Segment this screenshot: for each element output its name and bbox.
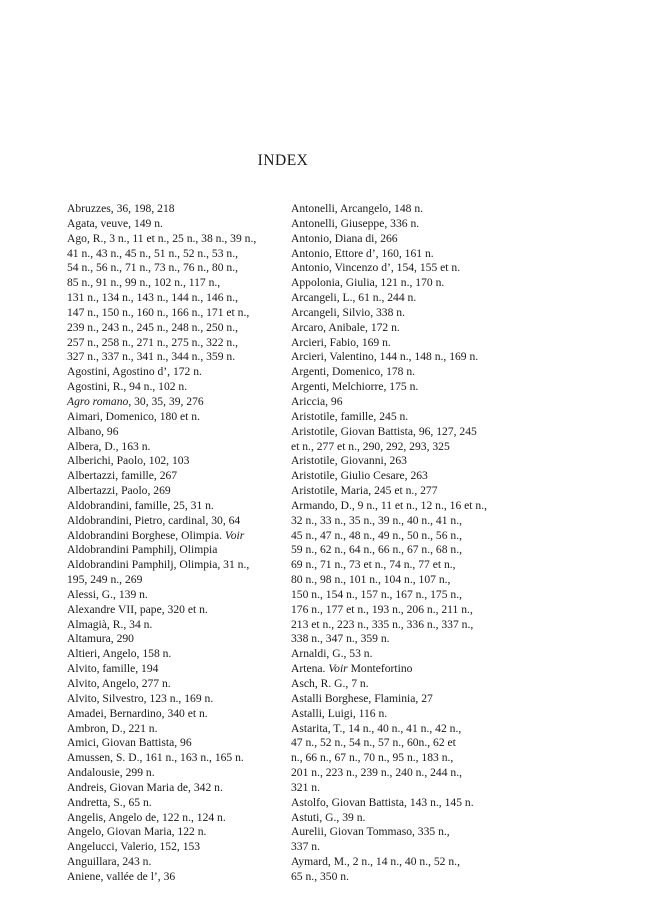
index-entry	[67, 395, 279, 410]
index-entry-line: Artena. Voir Montefortino	[291, 662, 413, 676]
index-entry-line: Amadei, Bernardino, 340 et n.	[67, 706, 208, 720]
index-entry-line: 65 n., 350 n.	[291, 869, 349, 883]
index-entry-line: Andalousie, 299 n.	[67, 766, 155, 780]
index-entry	[67, 380, 279, 395]
index-entry	[67, 677, 279, 692]
index-entry-line: 47 n., 52 n., 54 n., 57 n., 60n., 62 et	[291, 736, 456, 750]
index-entry	[291, 232, 502, 247]
index-entry-line: Aldobrandini Borghese, Olimpia. Voir	[67, 528, 245, 542]
index-entry-line: Antonio, Vincenzo d’, 154, 155 et n.	[291, 261, 461, 275]
index-entry	[291, 336, 502, 351]
index-entry-line: Abruzzes, 36, 198, 218	[67, 202, 175, 215]
index-entry-line: Aristotile, Giovan Battista, 96, 127, 245	[291, 424, 477, 438]
index-entry	[291, 469, 502, 484]
index-entry	[291, 811, 502, 826]
index-entry-line: Ago, R., 3 n., 11 et n., 25 n., 38 n., 39 n.,	[67, 231, 257, 245]
index-entry-line: 54 n., 56 n., 71 n., 73 n., 76 n., 80 n.,	[67, 261, 239, 275]
index-entry	[291, 261, 502, 276]
index-entry	[67, 751, 279, 766]
index-entry-line: 69 n., 71 n., 73 et n., 74 n., 77 et n.,	[291, 558, 456, 572]
index-entry	[291, 499, 502, 647]
index-entry-line: 213 et n., 223 n., 335 n., 336 n., 337 n.,	[291, 617, 474, 631]
index-entry	[67, 514, 279, 529]
index-entry	[67, 588, 279, 603]
index-entry-line: Alvito, Angelo, 277 n.	[67, 677, 171, 690]
index-entry	[67, 796, 279, 811]
index-entry-line: Albera, D., 163 n.	[67, 439, 151, 453]
index-entry-line: Almagià, R., 34 n.	[67, 617, 153, 631]
index-entry	[291, 276, 502, 291]
index-entry-line: Amussen, S. D., 161 n., 163 n., 165 n.	[67, 751, 244, 765]
index-entry	[291, 454, 502, 469]
index-entry-line: Alexandre VII, pape, 320 et n.	[67, 602, 208, 616]
index-entry-line: 195, 249 n., 269	[67, 573, 143, 587]
index-entry	[67, 692, 279, 707]
index-entry	[67, 603, 279, 618]
index-entry	[67, 217, 279, 232]
index-entry	[67, 722, 279, 737]
index-entry-line: Astuti, G., 39 n.	[291, 810, 366, 824]
index-entry-line: 201 n., 223 n., 239 n., 240 n., 244 n.,	[291, 766, 463, 780]
index-entry	[67, 440, 279, 455]
index-entry-line: Aristotile, Giulio Cesare, 263	[291, 469, 428, 483]
index-entry-line: Andreis, Giovan Maria de, 342 n.	[67, 780, 223, 794]
index-entry-line: Anguillara, 243 n.	[67, 855, 152, 869]
index-entry	[291, 855, 502, 885]
index-entry-line: 338 n., 347 n., 359 n.	[291, 632, 390, 646]
index-entry	[291, 662, 502, 677]
index-entry	[67, 647, 279, 662]
index-entry	[291, 321, 502, 336]
index-entry	[291, 825, 502, 855]
index-entry-line: 321 n.	[291, 780, 320, 794]
index-entry-line: Appolonia, Giulia, 121 n., 170 n.	[291, 276, 445, 290]
index-entry-line: Angelo, Giovan Maria, 122 n.	[67, 825, 207, 839]
index-entry	[67, 232, 279, 366]
index-entry-line: 257 n., 258 n., 271 n., 275 n., 322 n.,	[67, 335, 239, 349]
index-entry	[67, 840, 279, 855]
index-entry-line: Agostini, Agostino d’, 172 n.	[67, 365, 202, 379]
index-entry	[67, 766, 279, 781]
index-entry	[67, 707, 279, 722]
index-column-left	[67, 202, 279, 885]
index-entry	[291, 425, 502, 455]
index-entry-line: 59 n., 62 n., 64 n., 66 n., 67 n., 68 n.,	[291, 543, 463, 557]
index-entry-line: Arcieri, Fabio, 169 n.	[291, 335, 391, 349]
index-entry	[67, 855, 279, 870]
index-entry	[291, 722, 502, 796]
index-entry-line: Arcieri, Valentino, 144 n., 148 n., 169 n.	[291, 350, 479, 364]
index-entry	[67, 618, 279, 633]
index-entry-line: Astarita, T., 14 n., 40 n., 41 n., 42 n.,	[291, 721, 462, 735]
index-entry	[291, 707, 502, 722]
index-entry	[67, 529, 279, 559]
index-entry-line: Aristotile, Giovanni, 263	[291, 454, 407, 468]
index-entry-line: Arcangeli, L., 61 n., 244 n.	[291, 291, 417, 305]
index-entry-line: Altamura, 290	[67, 632, 134, 646]
index-entry	[67, 469, 279, 484]
index-entry-line: Alessi, G., 139 n.	[67, 587, 148, 601]
index-entry-line: Astolfo, Giovan Battista, 143 n., 145 n.	[291, 795, 474, 809]
index-entry	[67, 632, 279, 647]
page-title: INDEX	[257, 152, 309, 169]
index-entry	[291, 677, 502, 692]
index-entry-line: Aristotile, famille, 245 n.	[291, 409, 409, 423]
index-entry-line: 239 n., 243 n., 245 n., 248 n., 250 n.,	[67, 320, 239, 334]
index-entry	[67, 365, 279, 380]
index-entry	[291, 647, 502, 662]
index-entry	[67, 499, 279, 514]
index-entry	[291, 247, 502, 262]
index-entry-line: et n., 277 et n., 290, 292, 293, 325	[291, 439, 450, 453]
index-entry	[67, 825, 279, 840]
index-entry-line: Angelucci, Valerio, 152, 153	[67, 840, 201, 854]
index-entry	[67, 410, 279, 425]
index-entry-line: Albano, 96	[67, 424, 119, 438]
index-entry	[291, 692, 502, 707]
index-entry-line: 337 n.	[291, 840, 320, 854]
index-entry-line: Andretta, S., 65 n.	[67, 795, 152, 809]
index-entry-line: Aldobrandini, Pietro, cardinal, 30, 64	[67, 513, 241, 527]
index-entry-line: Asch, R. G., 7 n.	[291, 677, 369, 690]
index-entry-line: Amici, Giovan Battista, 96	[67, 736, 192, 750]
index-entry	[67, 736, 279, 751]
index-entry-line: Astalli Borghese, Flaminia, 27	[291, 691, 433, 705]
index-entry-line: Antonio, Ettore d’, 160, 161 n.	[291, 246, 434, 260]
index-entry	[291, 291, 502, 306]
index-entry-line: 327 n., 337 n., 341 n., 344 n., 359 n.	[67, 350, 236, 364]
index-entry	[291, 380, 502, 395]
index-entry-line: Ambron, D., 221 n.	[67, 721, 158, 735]
index-entry	[67, 781, 279, 796]
index-entry-line: Agostini, R., 94 n., 102 n.	[67, 380, 188, 394]
index-entry-line: Armando, D., 9 n., 11 et n., 12 n., 16 et n.,	[291, 498, 487, 512]
index-entry	[67, 484, 279, 499]
index-entry-line: Ariccia, 96	[291, 394, 343, 408]
index-entry	[67, 454, 279, 469]
index-entry-line: Agro romano, 30, 35, 39, 276	[67, 394, 204, 408]
index-entry-line: Astalli, Luigi, 116 n.	[291, 706, 388, 720]
index-entry-line: Argenti, Domenico, 178 n.	[291, 365, 416, 379]
index-entry	[291, 202, 502, 217]
index-entry-line: 80 n., 98 n., 101 n., 104 n., 107 n.,	[291, 573, 451, 587]
index-entry-line: Alvito, famille, 194	[67, 662, 159, 676]
index-entry-line: Alvito, Silvestro, 123 n., 169 n.	[67, 691, 214, 705]
index-entry-line: Arcangeli, Silvio, 338 n.	[291, 305, 405, 319]
index-entry-line: Alberichi, Paolo, 102, 103	[67, 454, 190, 468]
index-entry	[291, 306, 502, 321]
index-entry	[291, 217, 502, 232]
index-entry-line: Aurelii, Giovan Tommaso, 335 n.,	[291, 825, 450, 839]
index-entry-line: Albertazzi, Paolo, 269	[67, 484, 171, 498]
index-entry	[291, 350, 502, 365]
index-entry	[67, 425, 279, 440]
index-entry-line: 147 n., 150 n., 160 n., 166 n., 171 et n.,	[67, 305, 250, 319]
index-entry-line: Agata, veuve, 149 n.	[67, 216, 163, 230]
index-entry-line: n., 66 n., 67 n., 70 n., 95 n., 183 n.,	[291, 751, 454, 765]
index-entry	[67, 202, 279, 217]
index-entry-line: Angelis, Angelo de, 122 n., 124 n.	[67, 810, 226, 824]
index-entry-line: Antonelli, Giuseppe, 336 n.	[291, 216, 420, 230]
index-column-right	[291, 202, 502, 885]
index-entry-line: Antonio, Diana di, 266	[291, 231, 398, 245]
index-entry-line: Aristotile, Maria, 245 et n., 277	[291, 484, 438, 498]
index-entry	[67, 870, 279, 885]
index-entry-line: Aimari, Domenico, 180 et n.	[67, 409, 200, 423]
index-entry-line: Altieri, Angelo, 158 n.	[67, 647, 172, 661]
index-entry	[67, 662, 279, 677]
index-entry-line: 85 n., 91 n., 99 n., 102 n., 117 n.,	[67, 276, 221, 290]
index-entry	[67, 558, 279, 588]
index-entry-line: Antonelli, Arcangelo, 148 n.	[291, 202, 424, 215]
index-entry-line: Arcaro, Anibale, 172 n.	[291, 320, 400, 334]
index-entry	[291, 484, 502, 499]
index-entry	[67, 811, 279, 826]
index-entry-line: Albertazzi, famille, 267	[67, 469, 178, 483]
index-entry-line: Argenti, Melchiorre, 175 n.	[291, 380, 419, 394]
index-entry-line: 176 n., 177 et n., 193 n., 206 n., 211 n.,	[291, 602, 473, 616]
index-entry	[291, 365, 502, 380]
index-entry	[291, 796, 502, 811]
index-entry	[291, 395, 502, 410]
index-entry-line: Aldobrandini Pamphilj, Olimpia, 31 n.,	[67, 558, 250, 572]
index-entry	[291, 410, 502, 425]
index-entry-line: Aldobrandini, famille, 25, 31 n.	[67, 498, 214, 512]
index-entry-line: Arnaldi, G., 53 n.	[291, 647, 373, 661]
index-entry-line: 32 n., 33 n., 35 n., 39 n., 40 n., 41 n.,	[291, 513, 463, 527]
index-entry-line: Aldobrandini Pamphilj, Olimpia	[67, 543, 218, 557]
index-entry-line: 45 n., 47 n., 48 n., 49 n., 50 n., 56 n.,	[291, 528, 463, 542]
index-entry-line: 131 n., 134 n., 143 n., 144 n., 146 n.,	[67, 291, 239, 305]
index-entry-line: Aniene, vallée de l’, 36	[67, 869, 176, 883]
index-entry-line: 41 n., 43 n., 45 n., 51 n., 52 n., 53 n.,	[67, 246, 239, 260]
index-entry-line: 150 n., 154 n., 157 n., 167 n., 175 n.,	[291, 587, 463, 601]
index-entry-line: Aymard, M., 2 n., 14 n., 40 n., 52 n.,	[291, 855, 460, 869]
